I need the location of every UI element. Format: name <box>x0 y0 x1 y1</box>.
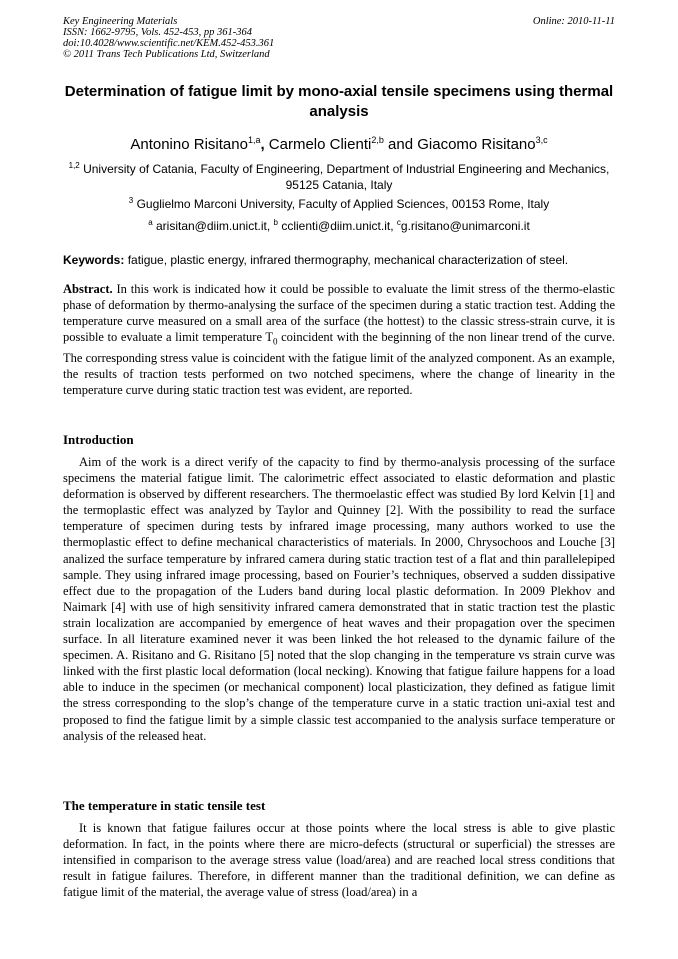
author-affiliation-mark: 2,b <box>371 135 384 145</box>
abstract-subscript: 0 <box>273 336 278 347</box>
introduction-paragraph: Aim of the work is a direct verify of the capacity to find by thermo-analysis processing of the surface specimens the material fatigue limit. The calorimetric effect associated to elastic deformation and plastic deformation is observed by different researchers. The thermoelastic effect was studied By lord Kelvin [1] and the termoplastic effect was analyzed by Taylor and Quinney [2]. With the possibility to read the surface temperature of specimen during tests by infrared image processing, many authors worked to use the thermoplastic effect to define mechanical characteristics of materials. In 2000, Chrysochoos and Louche [3] analized the surface temperature by infrared camera during static traction test of a flat and thin parallelepiped sample. They using infrared image processing, based on Fourier’s techniques, observed a sudden dissipative effect due to the propagation of the Luders band during local plastic deformation. In 2009 Plekhov and Naimark [4] with use of high sensitivity infrared camera demonstrated that in static traction test the plastic strain localization are accompanied by emergence of heat waves and their propagation over the specimen surface. In all literature examined never it was been linked the hot released to the dynamic failure of the specimen. A. Risitano and G. Risitano [5] noted that the slop changing in the temperature vs strain curve was linked with the first plastic local deformation (local necking). Knowing that fatigue failure happens for a load able to induce in the specimen (or mechanical component) local plasticization, they defined as fatigue limit the stress corresponding to the slop’s change of the temperature curve in a static traction uni-axial test and proposed to find the fatigue limit by a simple classic test accompanied to the analysis surface temperature or analysis of the released heat. <box>63 455 615 743</box>
section-heading-introduction: Introduction <box>63 432 134 447</box>
email-mark: a <box>148 218 153 227</box>
abstract <box>63 281 615 398</box>
author-affiliation-mark: 3,c <box>535 135 548 145</box>
affiliation-mark: 3 <box>128 196 134 205</box>
affiliation-1 <box>63 158 615 193</box>
author-name: Giacomo Risitano <box>417 136 536 153</box>
email-mark: c <box>396 218 401 227</box>
author-name: Antonino Risitano <box>130 136 248 153</box>
email-mark: b <box>273 218 278 227</box>
affiliation-mark: 1,2 <box>68 161 80 170</box>
affiliation-text: University of Catania, Faculty of Engineering, Department of Industrial Engineering and Mechanics, 95125 Catania, Italy <box>83 162 610 192</box>
abstract-text: coincident with the beginning of the non linear trend of the curve. The corresponding stress value is coincident with the fatigue limit of the analyzed component. As an example, the results of traction tests performed on two notched specimens, where the change of linearity in the temperature curve during static traction test was evident, are reported. <box>63 330 615 398</box>
abstract-label: Abstract. <box>63 282 113 296</box>
affiliation-text: Guglielmo Marconi University, Faculty of Applied Sciences, 00153 Rome, Italy <box>136 197 550 211</box>
keywords-text: fatigue, plastic energy, infrared thermography, mechanical characterization of steel. <box>124 253 569 267</box>
journal-name: Key Engineering Materials <box>63 16 178 27</box>
journal-header <box>63 16 615 60</box>
paper-title: Determination of fatigue limit by mono-axial tensile specimens using thermal analysis <box>64 83 614 120</box>
affiliation-2 <box>63 193 615 212</box>
keywords <box>63 252 615 268</box>
email-address: cclienti@diim.unict.it, <box>281 219 397 233</box>
keywords-label: Keywords: <box>63 253 125 267</box>
email-address: arisitan@diim.unict.it, <box>155 219 274 233</box>
doi-line: doi:10.4028/www.scientific.net/KEM.452-453.361 <box>63 38 275 49</box>
copyright-line: © 2011 Trans Tech Publications Ltd, Switzerland <box>63 49 270 60</box>
email-address: g.risitano@unimarconi.it <box>400 219 530 233</box>
author-affiliation-mark: 1,a <box>247 135 261 145</box>
author-separator: and <box>383 136 418 153</box>
email-list <box>63 215 615 234</box>
abstract-text: In this work is indicated how it could be possible to evaluate the limit stress of the thermo-elastic phase of deformation by thermo-analysing the surface of the specimen during a static traction test. Adding the temperature curve measured on a small area of the surface (the hottest) to the classic stress-strain curve, it is possible to evaluate a limit temperature T <box>63 282 615 345</box>
author-list <box>63 131 615 154</box>
author-name: Carmelo Clienti <box>268 136 372 153</box>
temperature-paragraph: It is known that fatigue failures occur at those points where the local stress is able to give plastic deformation. In fact, in the points where there are micro-defects (structural or superficial) the stresses are intensified in comparison to the average stress value (load/area) and are reached local stress conditions that result in fatigue failures. Therefore, in different manner than the traditional definition, we can define as fatigue limit of the material, the average value of stress (load/area) in a <box>63 821 615 900</box>
section-heading-temperature: The temperature in static tensile test <box>63 798 266 813</box>
online-date: Online: 2010-11-11 <box>532 16 615 27</box>
issn-line: ISSN: 1662-9795, Vols. 452-453, pp 361-364 <box>63 27 252 38</box>
author-separator: , <box>260 136 269 153</box>
